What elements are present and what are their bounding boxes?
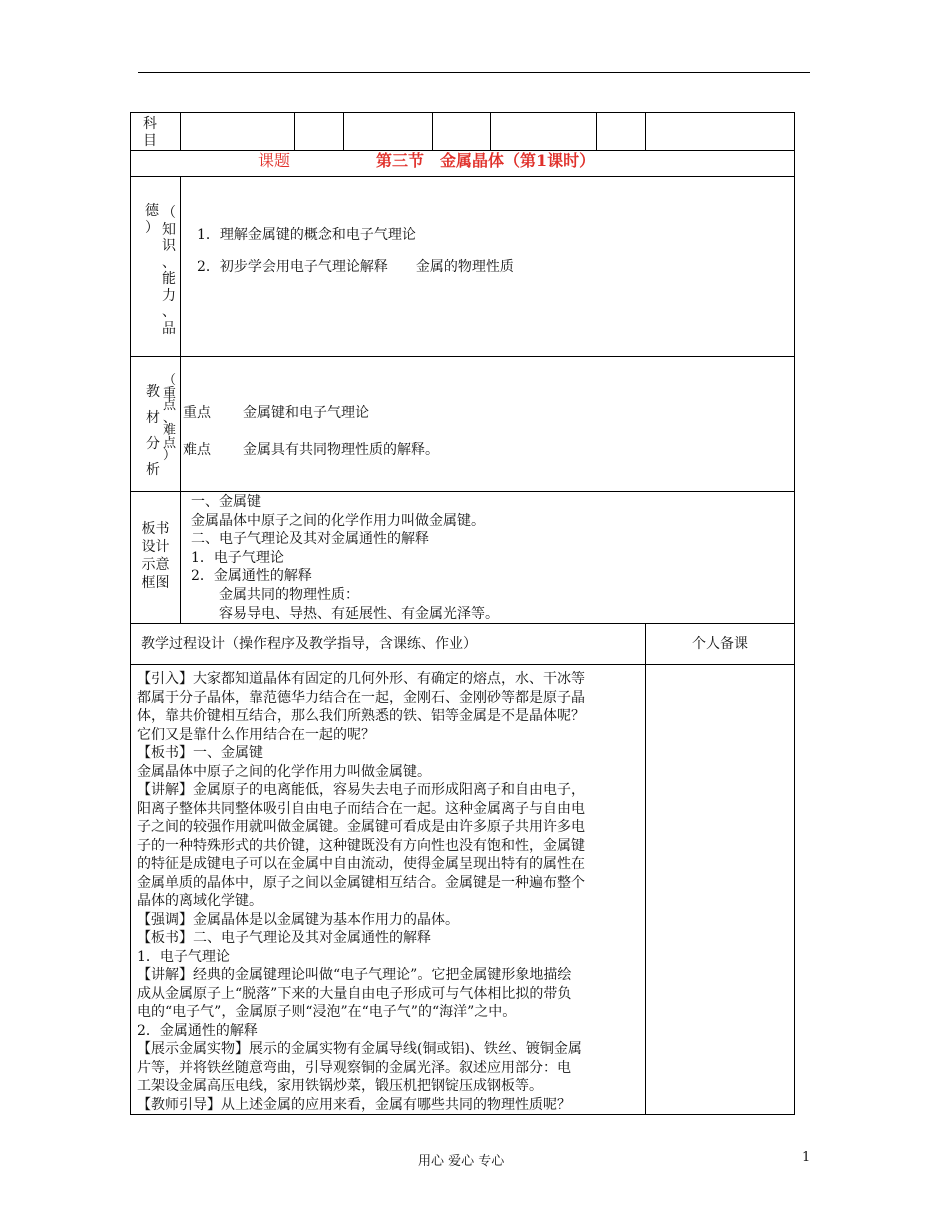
- procedure-row: [131, 665, 795, 1115]
- analysis-row: [131, 357, 795, 492]
- procedure-line: 【讲解】经典的金属键理论叫做“电子气理论”。它把金属键形象地描绘: [137, 967, 572, 984]
- procedure-line: 子的一种特殊形式的共价键，这种键既没有方向性也没有饱和性，金属键: [137, 837, 585, 854]
- procedure-header-row: [131, 624, 795, 665]
- analysis-label: 教 材 分 析: [146, 384, 160, 478]
- board-line: 金属晶体中原子之间的化学作用力叫做金属键。: [191, 512, 485, 529]
- header-rule: [138, 72, 810, 73]
- analysis-sub-label: （ 重 点 、 难 点 ）: [163, 373, 177, 463]
- subject-cell: [597, 113, 646, 151]
- procedure-header-cell: [131, 624, 646, 665]
- goal-item: 2．初步学会用电子气理论解释 金属的物理性质: [197, 259, 514, 275]
- procedure-line: 它们又是靠什么作用结合在一起的呢？: [137, 726, 375, 743]
- procedure-line: 都属于分子晶体，靠范德华力结合在一起，金刚石、金刚砂等都是原子晶: [137, 689, 585, 706]
- procedure-line: 【引入】大家都知道晶体有固定的几何外形、有确定的熔点，水、干冰等: [137, 671, 585, 688]
- procedure-line: 电的“电子气”，金属原子则“浸泡”在“电子气”的“海洋”之中。: [137, 1004, 517, 1021]
- subject-cell: [433, 113, 491, 151]
- board-cell: [181, 492, 795, 624]
- procedure-line: 1．电子气理论: [137, 948, 230, 965]
- procedure-line: 2．金属通性的解释: [137, 1022, 258, 1039]
- board-line: 二、电子气理论及其对金属通性的解释: [191, 531, 429, 548]
- board-line: 容易导电、导热、有延展性、有金属光泽等。: [205, 605, 499, 622]
- goals-cell: [181, 177, 795, 357]
- procedure-line: 子之间的较强作用就叫做金属键。金属键可看成是由许多原子共用许多电: [137, 819, 585, 836]
- board-label: 板书 设计 示意 框图: [141, 521, 170, 591]
- procedure-line: 【板书】一、金属键: [137, 745, 263, 762]
- title-cell: [131, 151, 795, 177]
- board-line: 金属共同的物理性质：: [205, 586, 359, 603]
- subject-row: [131, 113, 795, 151]
- board-line: 2．金属通性的解释: [191, 568, 312, 585]
- procedure-line: 金属单质的晶体中，原子之间以金属键相互结合。金属键是一种遍布整个: [137, 874, 585, 891]
- title-row: [131, 151, 795, 177]
- personal-prep-cell: [646, 665, 795, 1115]
- subject-cell: [344, 113, 433, 151]
- procedure-body: [131, 665, 645, 1114]
- procedure-cell: [131, 665, 646, 1115]
- procedure-line: 成从金属原子上“脱落”下来的大量自由电子形成可与气体相比拟的带负: [137, 985, 572, 1002]
- board-row: [131, 492, 795, 624]
- board-line: 1．电子气理论: [191, 549, 284, 566]
- page-number: 1: [802, 1150, 811, 1165]
- procedure-line: 金属晶体中原子之间的化学作用力叫做金属键。: [137, 763, 431, 780]
- board-line: 一、金属键: [191, 494, 261, 510]
- goals-row: [131, 177, 795, 357]
- keti-label: 课题: [258, 151, 291, 170]
- personal-prep-header: 个人备课: [692, 636, 748, 653]
- procedure-line: 工架设金属高压电线，家用铁锅炒菜，锻压机把钢锭压成钢板等。: [137, 1078, 543, 1095]
- procedure-line: 【展示金属实物】展示的金属实物有金属导线(铜或铝)、铁丝、镀铜金属: [137, 1041, 582, 1058]
- analysis-item: 重点 金属键和电子气理论: [183, 405, 369, 421]
- subject-cell: [295, 113, 344, 151]
- procedure-line: 【讲解】金属原子的电离能低，容易失去电子而形成阳离子和自由电子，: [137, 782, 585, 799]
- subject-label: 科目: [143, 116, 157, 149]
- procedure-line: 体，靠共价键相互结合，那么我们所熟悉的铁、铝等金属是不是晶体呢？: [137, 708, 585, 725]
- procedure-line: 【强调】金属晶体是以金属键为基本作用力的晶体。: [137, 911, 459, 928]
- procedure-header: 教学过程设计（操作程序及教学指导，含课练、作业）: [141, 636, 477, 653]
- procedure-line: 晶体的离域化学键。: [137, 893, 263, 910]
- goals-label-col2: （ 知 识 、 能 力 、 品: [162, 205, 176, 337]
- footer-slogan: 用心 爱心 专心: [418, 1154, 505, 1169]
- personal-prep-header-cell: [646, 624, 795, 665]
- procedure-line: 【板书】二、电子气理论及其对金属通性的解释: [137, 930, 431, 947]
- procedure-line: 的特征是成键电子可以在金属中自由流动，使得金属呈现出特有的属性在: [137, 856, 585, 873]
- subject-cell: [646, 113, 795, 151]
- goals-label-cell: [131, 177, 181, 357]
- lesson-plan-table: [130, 112, 795, 1115]
- subject-cell: [181, 113, 295, 151]
- subject-label-cell: [131, 113, 181, 151]
- goal-item: 1．理解金属键的概念和电子气理论: [197, 227, 416, 243]
- goals-label-col1: 德 ）: [145, 203, 159, 236]
- procedure-line: 阳离子整体共同整体吸引自由电子而结合在一起。这种金属离子与自由电: [137, 800, 585, 817]
- analysis-cell: [181, 357, 795, 492]
- analysis-item: 难点 金属具有共同物理性质的解释。: [183, 442, 439, 458]
- board-label-cell: [131, 492, 181, 624]
- procedure-line: 片等，并将铁丝随意弯曲，引导观察铜的金属光泽。叙述应用部分：电: [137, 1059, 571, 1076]
- procedure-line: 【教师引导】从上述金属的应用来看，金属有哪些共同的物理性质呢？: [137, 1096, 571, 1113]
- analysis-label-cell: [131, 357, 181, 492]
- subject-cell: [491, 113, 597, 151]
- lesson-title: 第三节 金属晶体（第1课时）: [376, 151, 596, 170]
